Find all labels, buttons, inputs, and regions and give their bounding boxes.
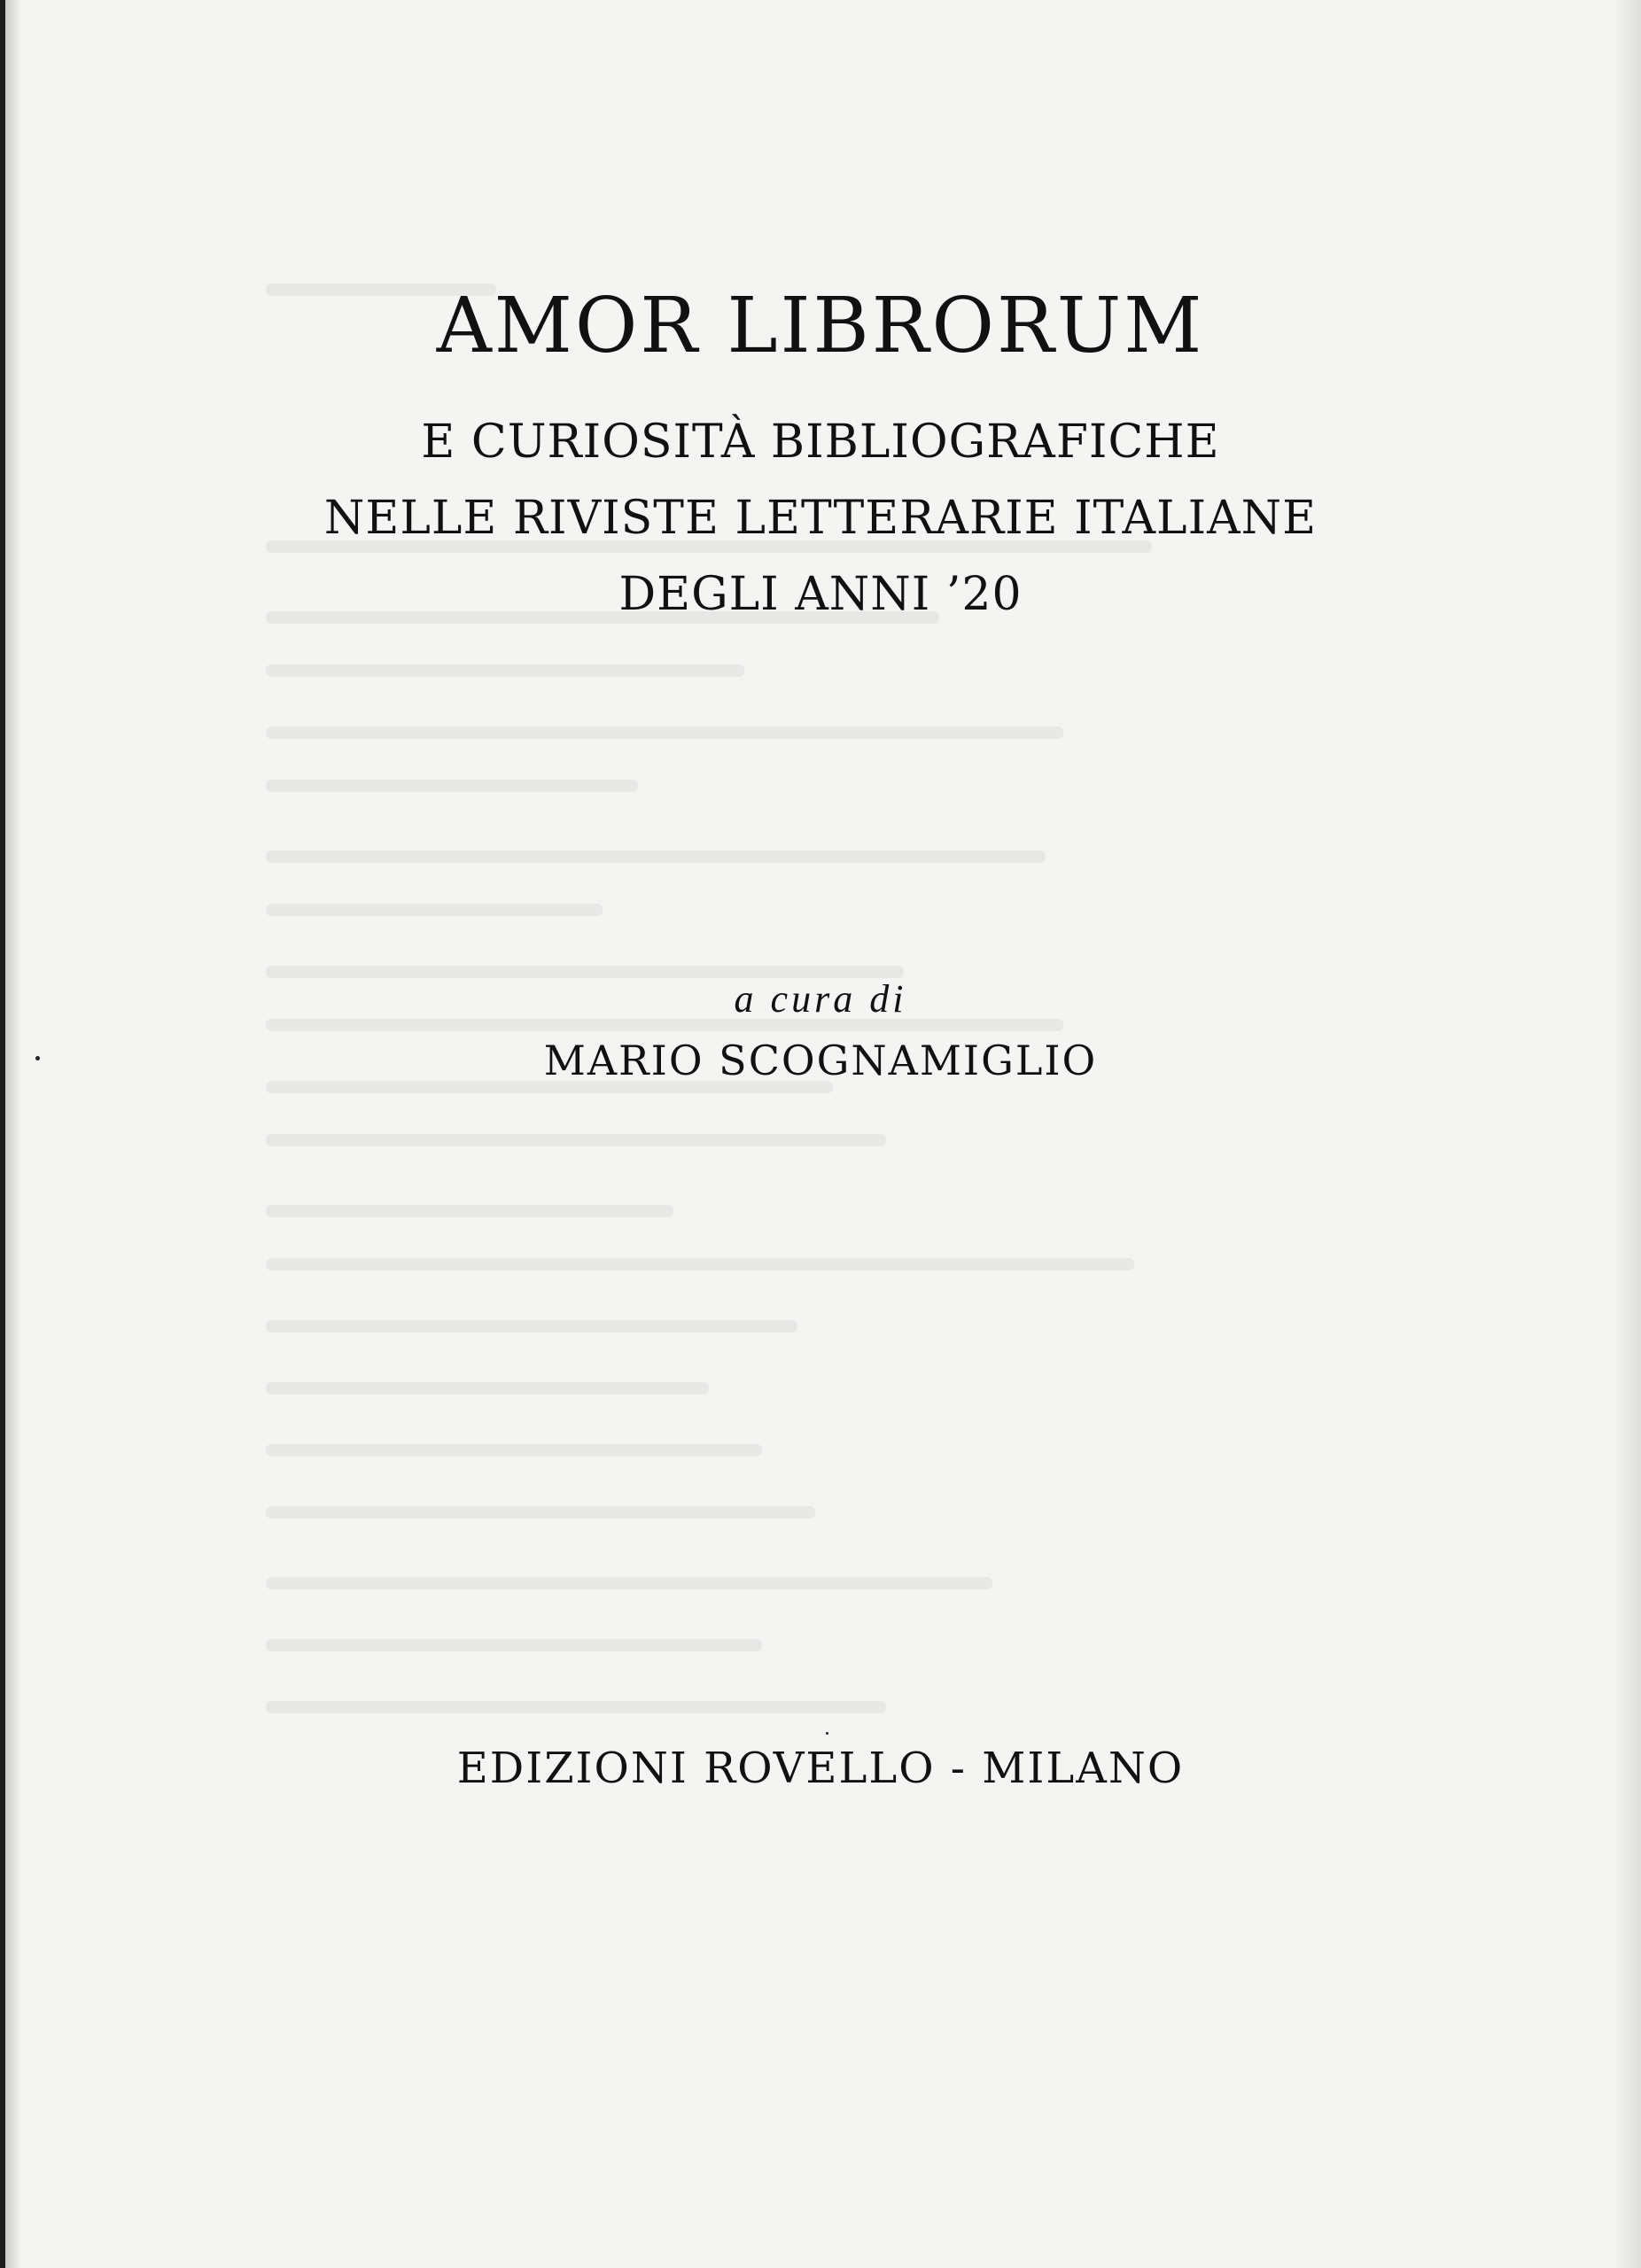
scan-speck [826,1732,828,1735]
subtitle-line: NELLE RIVISTE LETTERARIE ITALIANE [323,492,1318,545]
curator-label: a cura di [734,977,907,1021]
book-subtitle [0,404,1641,633]
publisher-imprint: EDIZIONI ROVELLO - MILANO [456,1744,1185,1793]
curator-name: MARIO SCOGNAMIGLIO [543,1037,1098,1084]
book-title: AMOR LIBRORUM [436,282,1205,370]
scan-speck [35,1056,40,1060]
subtitle-line: E CURIOSITÀ BIBLIOGRAFICHE [421,416,1220,469]
subtitle-line: DEGLI ANNI ’20 [618,568,1023,621]
